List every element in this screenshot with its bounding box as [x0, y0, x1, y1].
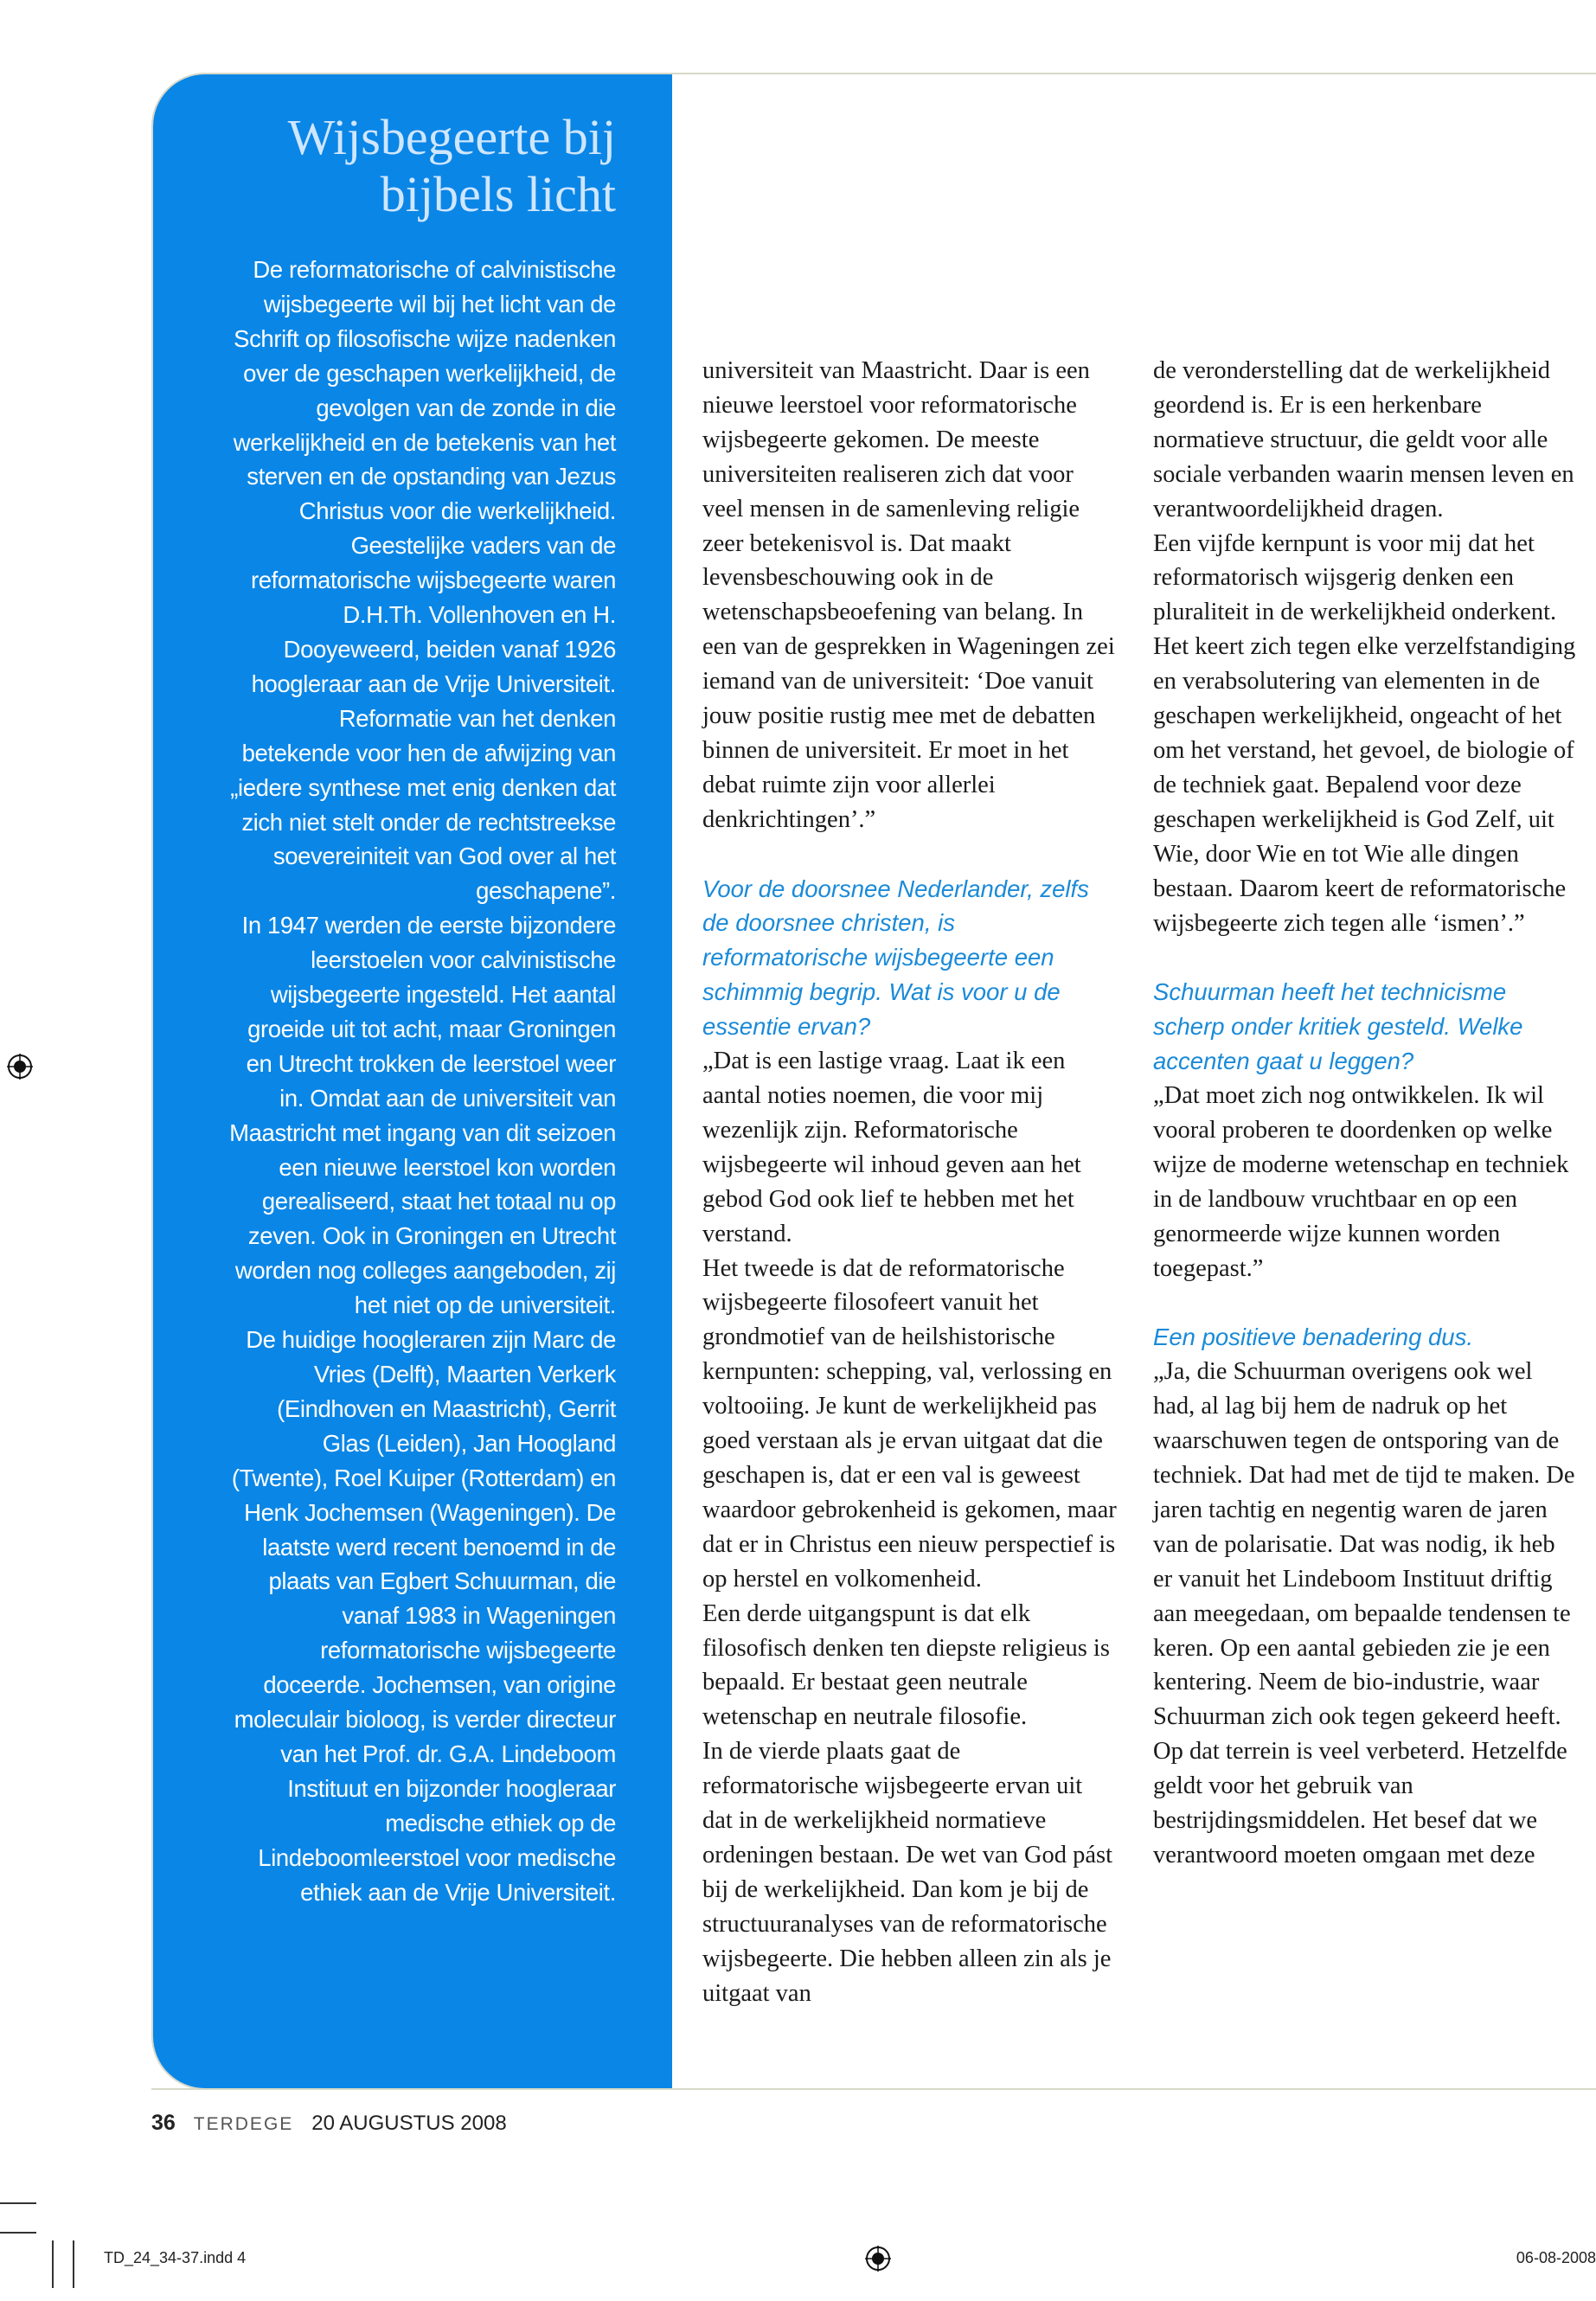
page-footer: [151, 2111, 507, 2136]
interview-question-1: Voor de doorsnee Nederlander, zelfs de doorsnee christen, is reformatorische wijsbegeerte een schimmig begrip. Wat is voor u de essentie ervan?: [702, 875, 1089, 1041]
page-number: 36: [151, 2111, 176, 2135]
column2-paragraph-4: „Ja, die Schuurman overigens ook wel had, al lag bij hem de nadruk op het waarschuwen tegen de ontsporing van de techniek. Dat had met de tijd te maken. De jaren tachtig en negentig waren de jaren van de polarisatie. Dat was nodig, ik heb er vanuit het Lindeboom Instituut driftig aan meegedaan, om bepaalde tendensen te keren. Op een aantal gebieden zie je een kentering. Neem de bio-industrie, waar Schuurman zich ook tegen gekeerd heeft. Op dat terrein is veel verbeterd. Hetzelfde geldt voor het gebruik van bestrijdingsmiddelen. Het besef dat we verantwoord moeten omgaan met deze: [1153, 1358, 1575, 1868]
crop-mark: [0, 2202, 36, 2204]
issue-date: 20 AUGUSTUS 2008: [311, 2112, 507, 2135]
slug-date: 06-08-2008: [1516, 2249, 1596, 2266]
magazine-name: TERDEGE: [193, 2114, 294, 2134]
column2-paragraph-3: „Dat moet zich nog ontwikkelen. Ik wil vooral proberen te doordenken op welke wijze de moderne wetenschap en techniek in de landbouw vruchtbaar en op een genormeerde wijze kunnen worden toegepast.”: [1153, 1082, 1569, 1282]
sidebar-paragraph-3: De huidige hoogleraren zijn Marc de Vries (Delft), Maarten Verkerk (Eindhoven en Maastricht), Gerrit Glas (Leiden), Jan Hoogland (Twente), Roel Kuiper (Rotterdam) en Henk Jochemsen (Wageningen). De laatste werd recent benoemd in de plaats van Egbert Schuurman, die vanaf 1983 in Wageningen reformatorische wijsbegeerte doceerde. Jochemsen, van origine moleculair bioloog, is verder directeur van het Prof. dr. G.A. Lindeboom Instituut en bijzonder hoogleraar medische ethiek op de Lindeboomleerstoel voor medische ethiek aan de Vrije Universiteit.: [231, 1326, 616, 1906]
sidebar-title-line1: Wijsbegeerte bij: [287, 109, 616, 165]
crop-mark: [73, 2240, 74, 2288]
column-gap: [1153, 940, 1577, 975]
column1-paragraph-5: In de vierde plaats gaat de reformatorische wijsbegeerte ervan uit dat in de werkelijkheid normatieve ordeningen bestaan. De wet van God pást bij de werkelijkheid. Dan kom je bij de structuuranalyses van de reformatorische wijsbegeerte. Die hebben alleen zin als je uitgaat van: [702, 1738, 1113, 2007]
column1-paragraph-4: Een derde uitgangspunt is dat elk filosofisch denken ten diepste religieus is bepaald. Er bestaat geen neutrale wetenschap en neutrale filosofie.: [702, 1599, 1110, 1731]
column1-paragraph-2: „Dat is een lastige vraag. Laat ik een aantal noties noemen, die voor mij wezenlijk zijn. Reformatorische wijsbegeerte wil inhoud geven aan het gebod God ook lief te hebben met het verstand.: [702, 1048, 1081, 1247]
article-column-1: [702, 354, 1118, 2010]
sidebar-paragraph-1: De reformatorische of calvinistische wijsbegeerte wil bij het licht van de Schrift op filosofische wijze nadenken over de geschapen werkelijkheid, de gevolgen van de zonde in die werkelijkheid en de betekenis van het sterven en de opstanding van Jezus Christus voor die werkelijkheid. Geestelijke vaders van de reformatorische wijsbegeerte waren D.H.Th. Vollenhoven en H. Dooyeweerd, beiden vanaf 1926 hoogleraar aan de Vrije Universiteit. Reformatie van het denken betekende voor hen de afwijzing van „iedere synthese met enig denken dat zich niet stelt onder de rechtstreekse soevereiniteit van God over al het geschapene”.: [230, 256, 616, 905]
crop-mark: [0, 2232, 36, 2234]
sidebar-title-line2: bijbels licht: [380, 166, 616, 222]
column-gap: [1153, 1285, 1577, 1320]
registration-mark-icon: [7, 1054, 33, 1080]
interview-question-2: Schuurman heeft het technicisme scherp onder kritiek gesteld. Welke accenten gaat u leggen?: [1153, 978, 1523, 1075]
column1-paragraph-1: universiteit van Maastricht. Daar is een nieuwe leerstoel voor reformatorische wijsbegeerte gekomen. De meeste universiteiten realiseren zich dat voor veel mensen in de samenleving religie zeer betekenisvol is. Dat maakt levensbeschouwing ook in de wetenschapsbeoefening van belang. In een van de gesprekken in Wageningen zei iemand van de universiteit: ‘Doe vanuit jouw positie rustig mee met de debatten binnen de universiteit. Er moet in het debat ruimte zijn voor allerlei denkrichtingen’.”: [702, 357, 1115, 833]
column2-paragraph-2: Een vijfde kernpunt is voor mij dat het reformatorisch wijsgerig denken een pluraliteit in de werkelijkheid onderkent. Het keert zich tegen elke verzelfstandiging en verabsolutering van elementen in de geschapen werkelijkheid, ongeacht of het om het verstand, het gevoel, de biologie of de techniek gaat. Bepalend voor deze geschapen werkelijkheid is God Zelf, uit Wie, door Wie en tot Wie alle dingen bestaan. Daarom keert de reformatorische wijsbegeerte zich tegen alle ‘ismen’.”: [1153, 529, 1576, 937]
interview-question-3: Een positieve benadering dus.: [1153, 1324, 1473, 1351]
column2-paragraph-1: de veronderstelling dat de werkelijkheid geordend is. Er is een herkenbare normatieve structuur, die geldt voor alle sociale verbanden waarin mensen leven en verantwoordelijkheid dragen.: [1153, 357, 1574, 522]
sidebar-text: [227, 253, 616, 1910]
sidebar-title: [131, 109, 616, 223]
column1-paragraph-3: Het tweede is dat de reformatorische wijsbegeerte filosofeert vanuit het grondmotief van de heilshistorische kernpunten: schepping, val, verlossing en voltooiing. Je kunt de werkelijkheid pas goed verstaan als je ervan uitgaat dat die geschapen is, dat er een val is geweest waardoor gebrokenheid is gekomen, maar dat er in Christus een nieuw perspectief is op herstel en volkomenheid.: [702, 1254, 1117, 1593]
crop-mark: [52, 2240, 54, 2288]
frame-bottom-rule: [151, 2088, 1596, 2090]
article-column-2: [1153, 354, 1577, 1873]
registration-mark-icon: [865, 2246, 891, 2272]
sidebar-paragraph-2: In 1947 werden de eerste bijzondere leerstoelen voor calvinistische wijsbegeerte ingesteld. Het aantal groeide uit tot acht, maar Groningen en Utrecht trokken de leerstoel weer in. Omdat aan de universiteit van Maastricht met ingang van dit seizoen een nieuwe leerstoel kon worden gerealiseerd, staat het totaal nu op zeven. Ook in Groningen en Utrecht worden nog colleges aangeboden, zij het niet op de universiteit.: [229, 912, 616, 1319]
column-gap: [702, 837, 1118, 872]
slug-filename: TD_24_34-37.indd 4: [104, 2249, 247, 2266]
